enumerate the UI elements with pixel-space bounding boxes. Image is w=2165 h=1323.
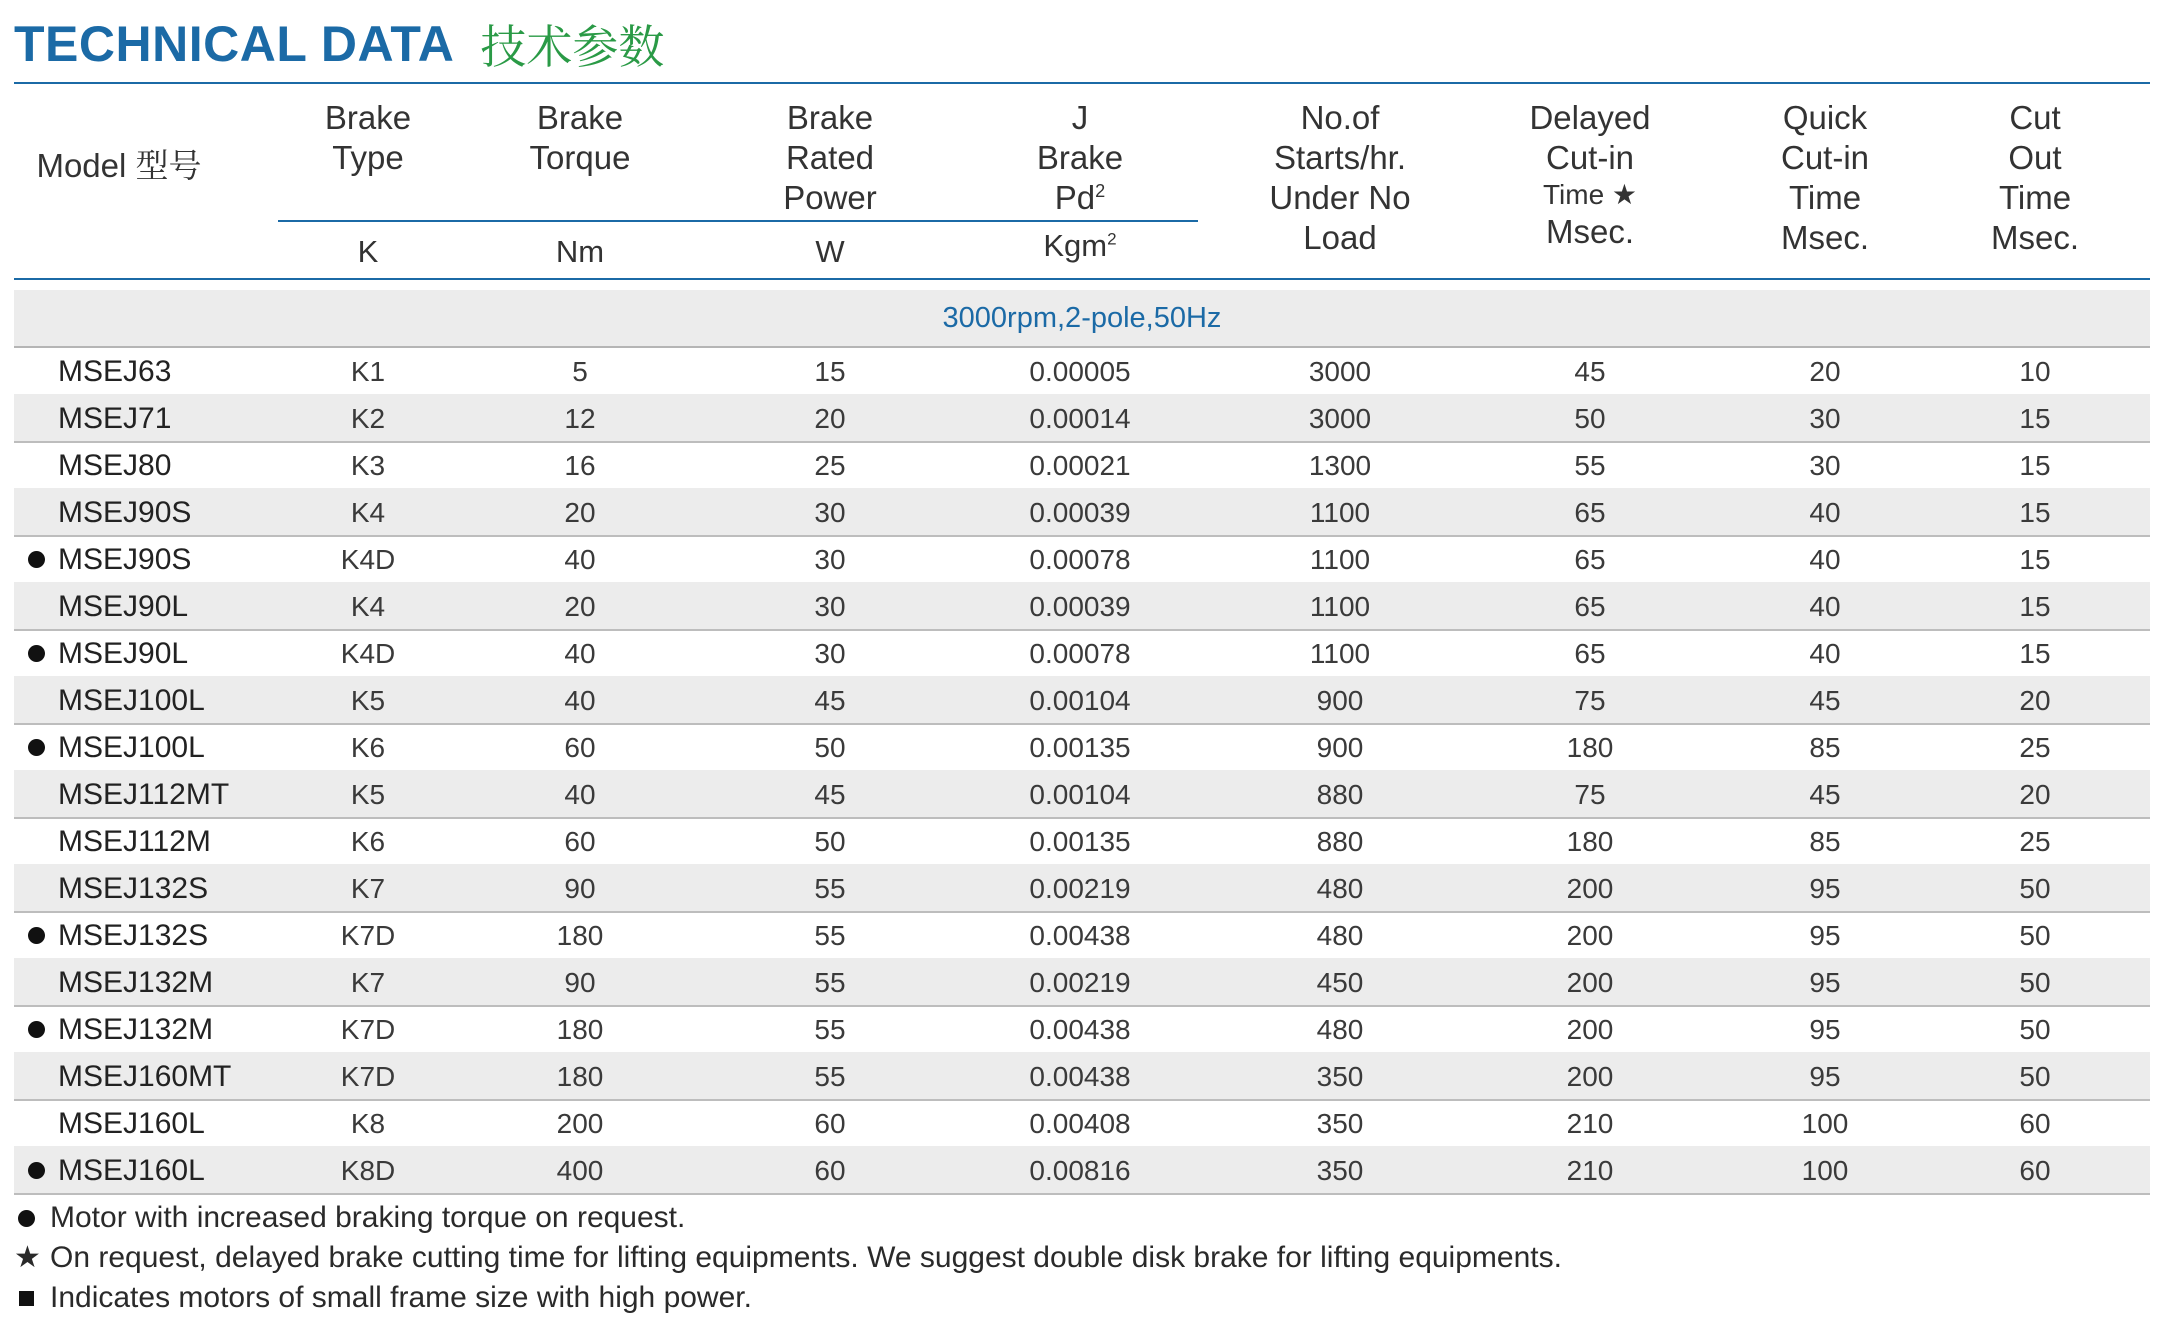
cell-model: MSEJ90S (58, 496, 192, 529)
cell-power: 55 (814, 873, 846, 904)
cell-torque: 5 (572, 356, 588, 387)
cell-type: K8 (350, 1108, 386, 1139)
cell-starts: 880 (1316, 826, 1364, 857)
cell-model: MSEJ160MT (58, 1060, 232, 1093)
cell-power: 60 (814, 1155, 846, 1186)
cell-power: 55 (814, 1014, 846, 1045)
note-star: ★ On request, delayed brake cutting time for lifting equipments. We suggest double disk brake for lifting equipments. (14, 1241, 1562, 1274)
header-cut-out: Cut Out Time Msec. (1990, 99, 2079, 256)
cell-j: 0.00005 (1029, 356, 1131, 387)
cell-torque: 40 (564, 544, 596, 575)
bullet-icon (28, 645, 45, 662)
cell-cutout: 50 (2019, 1061, 2051, 1092)
cell-j: 0.00438 (1029, 920, 1131, 951)
cell-torque: 60 (564, 826, 596, 857)
cell-torque: 16 (564, 450, 596, 481)
note-square: Indicates motors of small frame size with high power. (14, 1278, 1562, 1318)
cell-j: 0.00219 (1029, 873, 1131, 904)
cell-quick: 95 (1809, 1014, 1841, 1045)
cell-delayed: 45 (1574, 356, 1606, 387)
section-row (14, 290, 2150, 348)
cell-starts: 900 (1316, 685, 1364, 716)
cell-torque: 12 (564, 403, 596, 434)
cell-starts: 1100 (1309, 591, 1371, 622)
header-starts: No.of Starts/hr. Under No Load (1269, 99, 1411, 256)
cell-torque: 20 (564, 497, 596, 528)
cell-model: MSEJ160L (58, 1154, 205, 1187)
cell-torque: 400 (556, 1155, 604, 1186)
cell-starts: 1100 (1309, 497, 1371, 528)
cell-starts: 350 (1316, 1108, 1364, 1139)
cell-quick: 40 (1809, 497, 1841, 528)
cell-type: K4D (340, 638, 396, 669)
square-icon (19, 1291, 34, 1306)
cell-j: 0.00135 (1029, 732, 1131, 763)
cell-model: MSEJ90S (58, 543, 192, 576)
cell-starts: 900 (1316, 732, 1364, 763)
cell-power: 45 (814, 779, 846, 810)
table-row (14, 535, 2150, 584)
cell-delayed: 200 (1566, 967, 1614, 998)
cell-type: K2 (350, 403, 386, 434)
bullet-icon (18, 1210, 35, 1227)
cell-delayed: 65 (1574, 638, 1606, 669)
cell-j: 0.00021 (1029, 450, 1131, 481)
cell-cutout: 15 (2019, 403, 2051, 434)
header-delayed: Delayed Cut-in Time ★ Msec. (1529, 99, 1651, 250)
cell-delayed: 65 (1574, 591, 1606, 622)
cell-starts: 480 (1316, 1014, 1364, 1045)
cell-starts: 450 (1316, 967, 1364, 998)
cell-delayed: 200 (1566, 1014, 1614, 1045)
table-row (14, 1005, 2150, 1054)
cell-delayed: 65 (1574, 544, 1606, 575)
cell-torque: 180 (556, 1014, 604, 1045)
table-row (14, 1146, 2150, 1195)
cell-type: K8D (340, 1155, 396, 1186)
cell-model: MSEJ160L (58, 1107, 205, 1140)
header-bottom-rule (14, 278, 2150, 280)
title-chinese: 技术参数 (480, 20, 665, 74)
cell-cutout: 15 (2019, 497, 2051, 528)
cell-type: K6 (350, 732, 386, 763)
table-row (14, 1052, 2150, 1101)
cell-torque: 200 (556, 1108, 604, 1139)
cell-power: 30 (814, 544, 846, 575)
table-row (14, 347, 2150, 396)
cell-starts: 3000 (1308, 356, 1372, 387)
page-title (14, 8, 664, 80)
unit-power: W (815, 234, 845, 269)
cell-j: 0.00104 (1029, 685, 1131, 716)
cell-quick: 45 (1809, 685, 1841, 716)
cell-starts: 1100 (1309, 544, 1371, 575)
cell-model: MSEJ100L (58, 684, 205, 717)
cell-type: K4D (340, 544, 396, 575)
cell-torque: 60 (564, 732, 596, 763)
cell-starts: 350 (1316, 1155, 1364, 1186)
cell-j: 0.00104 (1029, 779, 1131, 810)
cell-type: K7 (350, 967, 386, 998)
cell-power: 30 (814, 497, 846, 528)
footnotes (14, 1198, 1562, 1318)
cell-delayed: 210 (1566, 1108, 1614, 1139)
cell-torque: 90 (564, 873, 596, 904)
cell-cutout: 50 (2019, 873, 2051, 904)
cell-quick: 85 (1809, 732, 1841, 763)
cell-model: MSEJ63 (58, 355, 172, 388)
header-brake-torque: Brake Torque (529, 99, 631, 176)
section-label: 3000rpm,2-pole,50Hz (942, 302, 1222, 334)
note-bullet: Motor with increased braking torque on request. (14, 1198, 1562, 1238)
cell-cutout: 15 (2019, 450, 2051, 481)
header-brake-type: Brake Type (324, 99, 412, 176)
cell-power: 30 (814, 638, 846, 669)
cell-type: K7D (340, 1014, 396, 1045)
table-row (14, 864, 2150, 913)
table-row (14, 1099, 2150, 1148)
cell-quick: 30 (1809, 450, 1841, 481)
cell-power: 50 (814, 732, 846, 763)
cell-quick: 100 (1801, 1155, 1849, 1186)
cell-quick: 40 (1809, 591, 1841, 622)
cell-j: 0.00438 (1029, 1061, 1131, 1092)
cell-delayed: 200 (1566, 873, 1614, 904)
cell-type: K7D (340, 920, 396, 951)
cell-starts: 480 (1316, 920, 1364, 951)
cell-power: 55 (814, 967, 846, 998)
header-subline (278, 220, 1198, 222)
cell-j: 0.00408 (1029, 1108, 1131, 1139)
bullet-icon (28, 551, 45, 568)
cell-cutout: 15 (2019, 638, 2051, 669)
star-icon: ★ (1611, 179, 1638, 210)
table-row (14, 817, 2150, 866)
cell-model: MSEJ112MT (58, 778, 230, 811)
cell-torque: 20 (564, 591, 596, 622)
cell-cutout: 25 (2019, 732, 2051, 763)
cell-cutout: 50 (2019, 1014, 2051, 1045)
cell-type: K5 (350, 685, 386, 716)
header-model-label: Model 型号 (36, 147, 202, 184)
cell-j: 0.00078 (1029, 544, 1131, 575)
cell-cutout: 10 (2019, 356, 2051, 387)
cell-type: K6 (350, 826, 386, 857)
cell-cutout: 15 (2019, 544, 2051, 575)
cell-j: 0.00078 (1029, 638, 1131, 669)
cell-type: K4 (350, 591, 386, 622)
cell-torque: 180 (556, 1061, 604, 1092)
cell-j: 0.00135 (1029, 826, 1131, 857)
header-brake-rated-power: Brake Rated Power (783, 99, 877, 216)
table-row (14, 488, 2150, 537)
cell-cutout: 50 (2019, 920, 2051, 951)
cell-starts: 1300 (1308, 450, 1372, 481)
bullet-icon (28, 1021, 45, 1038)
cell-power: 55 (814, 1061, 846, 1092)
unit-type: K (357, 234, 379, 269)
cell-starts: 880 (1316, 779, 1364, 810)
cell-j: 0.00014 (1029, 403, 1131, 434)
cell-power: 25 (814, 450, 846, 481)
cell-quick: 40 (1809, 638, 1841, 669)
cell-torque: 90 (564, 967, 596, 998)
cell-type: K3 (350, 450, 386, 481)
cell-starts: 3000 (1308, 403, 1372, 434)
cell-type: K1 (350, 356, 386, 387)
cell-quick: 40 (1809, 544, 1841, 575)
cell-torque: 40 (564, 685, 596, 716)
table-row (14, 582, 2150, 631)
cell-quick: 20 (1809, 356, 1841, 387)
bullet-icon (28, 1162, 45, 1179)
cell-delayed: 180 (1566, 826, 1614, 857)
cell-j: 0.00438 (1029, 1014, 1131, 1045)
table-row (14, 958, 2150, 1007)
header-quick: Quick Cut-in Time Msec. (1780, 99, 1870, 256)
cell-model: MSEJ132S (58, 919, 209, 952)
table-row (14, 629, 2150, 678)
cell-cutout: 15 (2019, 591, 2051, 622)
cell-delayed: 55 (1574, 450, 1606, 481)
cell-delayed: 50 (1574, 403, 1606, 434)
cell-j: 0.00039 (1029, 591, 1131, 622)
cell-power: 55 (814, 920, 846, 951)
table-row (14, 394, 2150, 443)
cell-model: MSEJ71 (58, 402, 172, 435)
cell-quick: 95 (1809, 967, 1841, 998)
table-row (14, 770, 2150, 819)
cell-delayed: 65 (1574, 497, 1606, 528)
cell-quick: 95 (1809, 1061, 1841, 1092)
cell-power: 20 (814, 403, 846, 434)
star-icon: ★ (14, 1241, 41, 1274)
table-row (14, 723, 2150, 772)
cell-quick: 30 (1809, 403, 1841, 434)
cell-j: 0.00039 (1029, 497, 1131, 528)
cell-model: MSEJ132S (58, 872, 209, 905)
cell-type: K5 (350, 779, 386, 810)
cell-j: 0.00219 (1029, 967, 1131, 998)
cell-delayed: 75 (1574, 685, 1606, 716)
cell-type: K7 (350, 873, 386, 904)
cell-cutout: 60 (2019, 1155, 2051, 1186)
table-row (14, 911, 2150, 960)
cell-j: 0.00816 (1029, 1155, 1131, 1186)
cell-torque: 40 (564, 638, 596, 669)
cell-quick: 85 (1809, 826, 1841, 857)
cell-torque: 180 (556, 920, 604, 951)
header-model (14, 146, 224, 186)
cell-cutout: 20 (2019, 779, 2051, 810)
cell-starts: 480 (1316, 873, 1364, 904)
cell-power: 30 (814, 591, 846, 622)
unit-j: Kgm$^2$ (1043, 228, 1117, 263)
bullet-icon (28, 739, 45, 756)
cell-starts: 350 (1316, 1061, 1364, 1092)
cell-model: MSEJ100L (58, 731, 205, 764)
cell-delayed: 210 (1566, 1155, 1614, 1186)
cell-model: MSEJ112M (58, 825, 211, 858)
cell-quick: 45 (1809, 779, 1841, 810)
cell-cutout: 25 (2019, 826, 2051, 857)
cell-delayed: 180 (1566, 732, 1614, 763)
header-j-brake: J Brake Pd$^2$ (1036, 99, 1124, 216)
cell-model: MSEJ90L (58, 637, 189, 670)
cell-quick: 100 (1801, 1108, 1849, 1139)
cell-model: MSEJ90L (58, 590, 189, 623)
cell-delayed: 75 (1574, 779, 1606, 810)
bullet-icon (28, 927, 45, 944)
table-row (14, 441, 2150, 490)
cell-cutout: 50 (2019, 967, 2051, 998)
cell-type: K7D (340, 1061, 396, 1092)
unit-torque: Nm (555, 234, 605, 269)
cell-model: MSEJ132M (58, 966, 214, 999)
cell-type: K4 (350, 497, 386, 528)
cell-torque: 40 (564, 779, 596, 810)
table-row (14, 676, 2150, 725)
cell-starts: 1100 (1309, 638, 1371, 669)
cell-model: MSEJ132M (58, 1013, 214, 1046)
title-rule (14, 82, 2150, 84)
cell-quick: 95 (1809, 873, 1841, 904)
title-english: TECHNICAL DATA (14, 16, 455, 72)
cell-power: 45 (814, 685, 846, 716)
cell-power: 15 (814, 356, 846, 387)
cell-cutout: 20 (2019, 685, 2051, 716)
cell-power: 60 (814, 1108, 846, 1139)
cell-power: 50 (814, 826, 846, 857)
cell-delayed: 200 (1566, 1061, 1614, 1092)
cell-cutout: 60 (2019, 1108, 2051, 1139)
cell-quick: 95 (1809, 920, 1841, 951)
cell-model: MSEJ80 (58, 449, 172, 482)
cell-delayed: 200 (1566, 920, 1614, 951)
